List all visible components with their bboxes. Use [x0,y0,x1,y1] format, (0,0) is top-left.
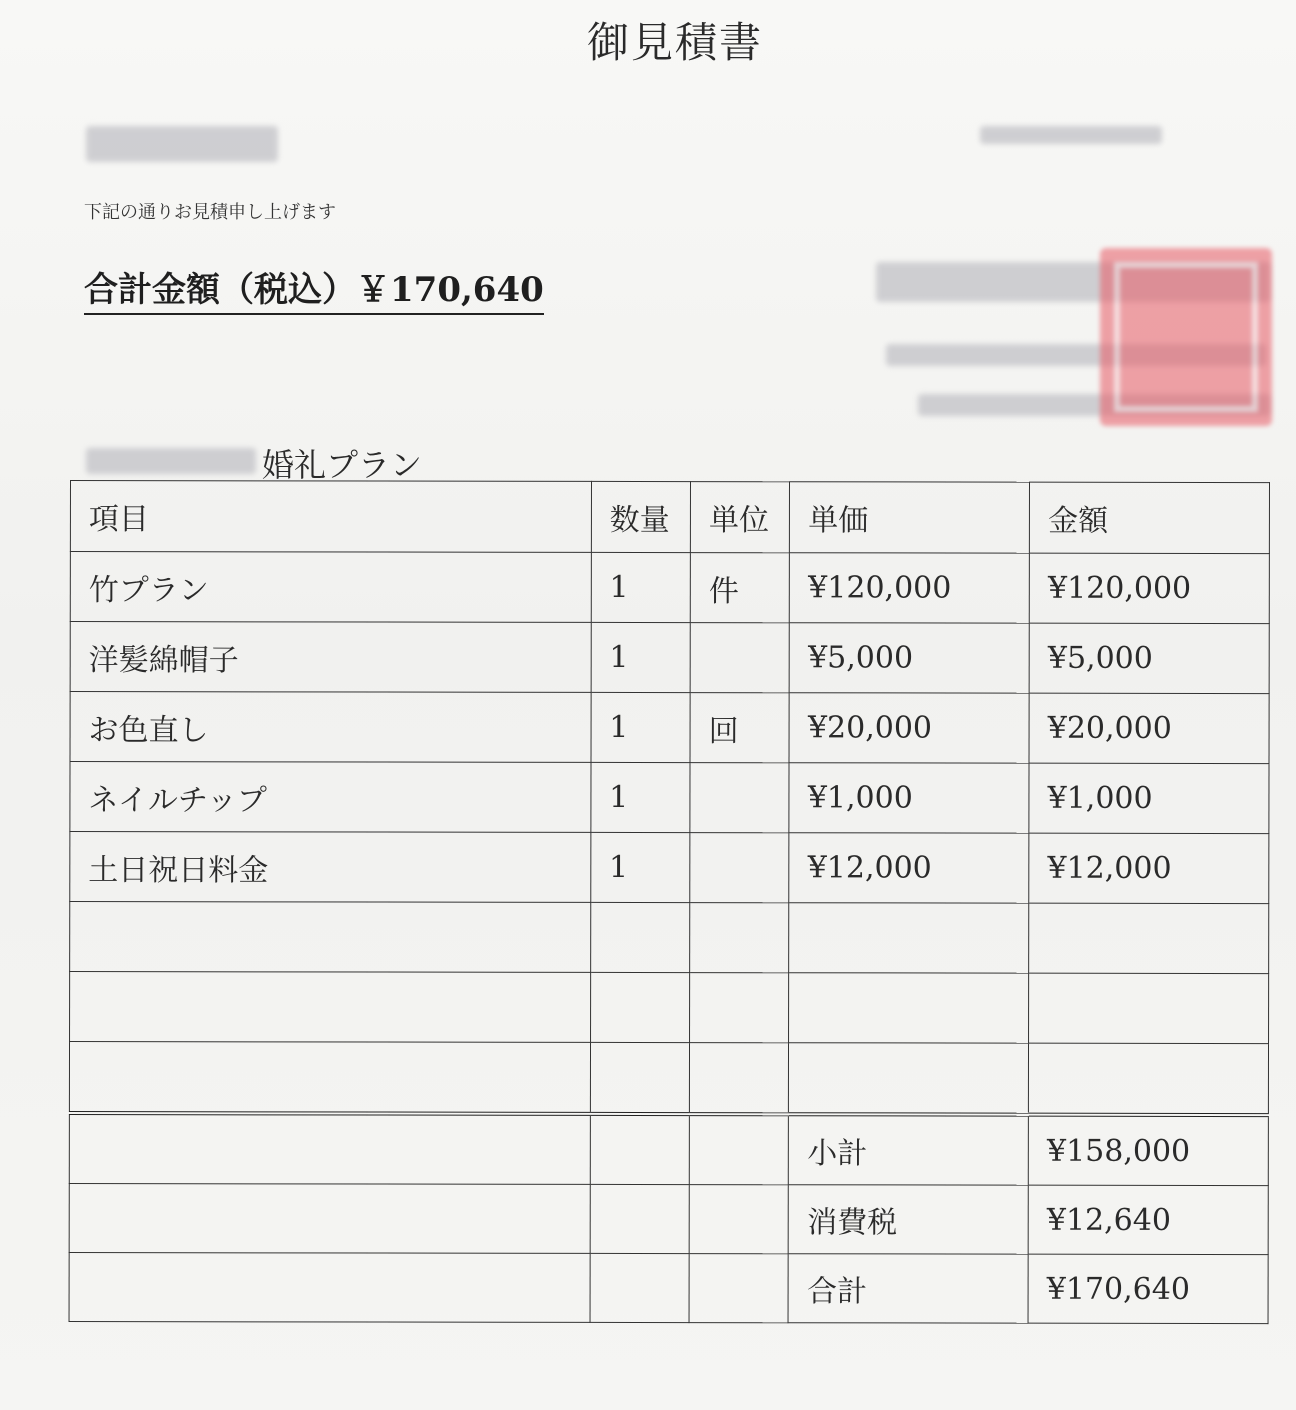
empty-cell [70,902,591,973]
empty-cell [70,972,591,1043]
cell-qty: 1 [591,692,690,762]
cell-amount: ¥20,000 [1029,693,1269,763]
plan-name: 婚礼プラン [262,446,423,484]
tax-value: ¥12,640 [1028,1185,1268,1254]
redacted-issue-date [980,126,1162,144]
empty-cell [689,1185,788,1254]
table-row [70,552,1269,624]
empty-cell [69,1252,590,1322]
cell-qty: 1 [591,762,690,832]
cell-item: お色直し [70,692,591,763]
redacted-plan-venue [86,448,256,474]
table-header-row [70,481,1269,554]
cell-item: ネイルチップ [70,762,591,833]
cell-amount: ¥5,000 [1029,623,1269,693]
total-amount-heading: 合計金額（税込）￥170,640 [84,262,544,315]
empty-cell [590,1253,689,1322]
intro-text: 下記の通りお見積申し上げます [84,202,336,223]
grand-total-label: 合計 [788,1254,1028,1323]
cell-amount: ¥1,000 [1029,763,1269,833]
empty-row [69,1042,1268,1116]
cell-amount: ¥12,000 [1029,833,1269,903]
empty-cell [590,1042,689,1114]
empty-cell [590,902,689,972]
empty-cell [689,1043,788,1115]
cell-item: 土日祝日料金 [70,832,591,903]
empty-cell [789,1043,1029,1115]
tax-label: 消費税 [789,1185,1029,1254]
cell-unit: 件 [690,553,789,623]
empty-cell [789,973,1029,1043]
column-header-amount: 金額 [1030,482,1270,553]
empty-cell [789,903,1029,973]
empty-cell [590,972,689,1042]
cell-item: 洋髪綿帽子 [70,622,591,693]
cell-item: 竹プラン [70,552,591,623]
grand-total-value: ¥170,640 [1028,1254,1268,1323]
cell-unit-price: ¥5,000 [790,623,1030,693]
column-header-qty: 数量 [591,481,690,552]
empty-cell [69,1183,590,1253]
estimate-table [69,480,1270,1324]
redacted-recipient-name [86,126,278,162]
table-row [70,762,1269,834]
cell-unit [690,833,789,903]
empty-cell [690,973,789,1043]
column-header-unit: 単位 [690,482,789,553]
empty-cell [1029,903,1269,973]
cell-qty: 1 [591,552,690,622]
cell-unit-price: ¥12,000 [789,833,1029,903]
cell-unit: 回 [690,693,789,763]
table-row [70,622,1269,694]
empty-cell [69,1042,590,1114]
table-row [70,692,1269,764]
grand-total-row [69,1252,1268,1323]
empty-row [70,972,1269,1044]
company-seal-stamp [1100,248,1272,426]
empty-cell [590,1184,689,1253]
cell-unit-price: ¥1,000 [789,763,1029,833]
empty-cell [690,903,789,973]
cell-unit [690,763,789,833]
cell-unit [690,623,789,693]
cell-amount: ¥120,000 [1029,553,1269,623]
document-title: 御見積書 [586,18,763,67]
empty-cell [1029,973,1269,1043]
empty-cell [1029,1043,1269,1115]
cell-qty: 1 [590,832,689,902]
empty-cell [689,1254,788,1323]
tax-row [69,1183,1268,1254]
cell-unit-price: ¥20,000 [789,693,1029,763]
table-row [70,832,1269,904]
subtotal-label: 小計 [789,1114,1029,1185]
empty-cell [689,1114,788,1185]
empty-cell [590,1114,689,1185]
column-header-unit-price: 単価 [790,482,1030,553]
column-header-item: 項目 [70,481,591,553]
subtotal-value: ¥158,000 [1028,1115,1268,1186]
empty-cell [69,1113,590,1184]
cell-qty: 1 [591,622,690,692]
subtotal-row [69,1113,1268,1186]
empty-row [70,902,1269,974]
cell-unit-price: ¥120,000 [790,553,1030,623]
